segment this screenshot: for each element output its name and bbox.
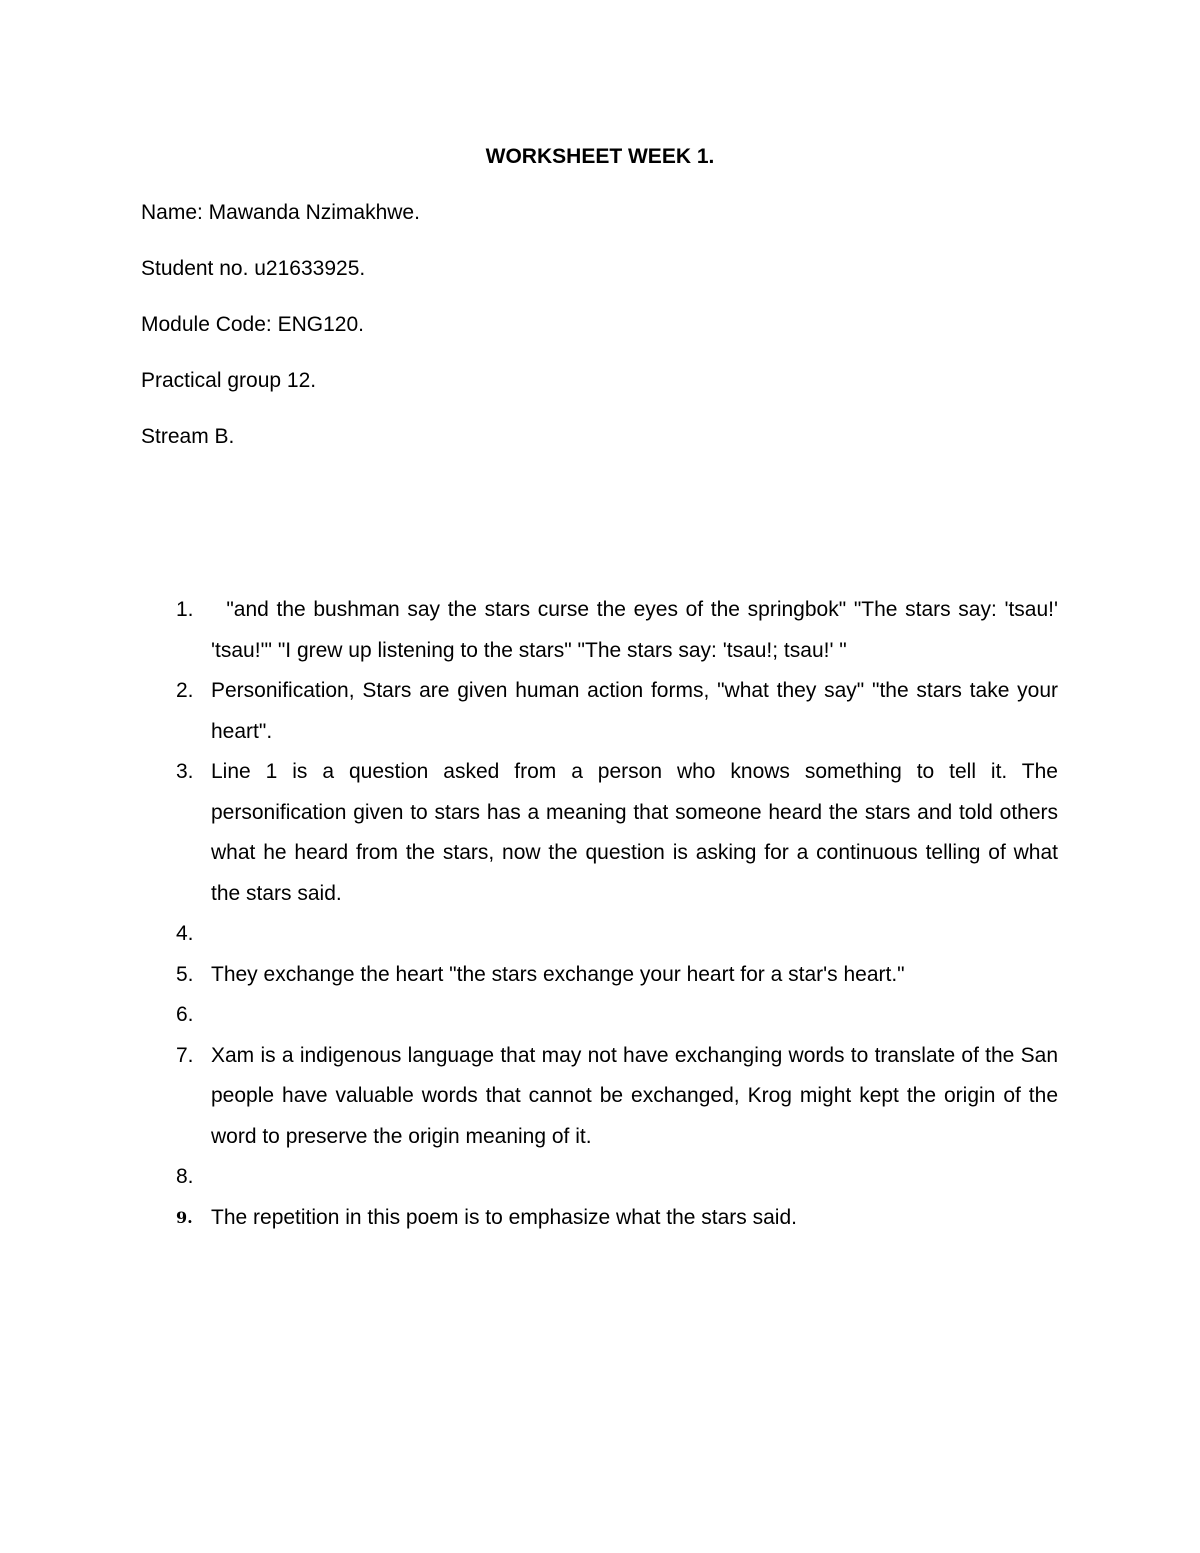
answer-text: Personification, Stars are given human action forms, "what they say" "the stars take your heart".	[211, 679, 1058, 743]
stream: Stream B.	[141, 425, 235, 448]
answers-list	[176, 590, 1064, 1238]
answer-item-4	[176, 914, 1058, 955]
module-code: Module Code: ENG120.	[141, 313, 364, 336]
practical-group: Practical group 12.	[141, 369, 317, 392]
answer-number: 7.	[176, 1043, 194, 1067]
answer-number: 5.	[176, 962, 194, 986]
worksheet-title: WORKSHEET WEEK 1.	[485, 145, 715, 168]
answer-number: 6.	[176, 1003, 194, 1026]
answer-number: 4.	[176, 922, 194, 945]
answer-item-5	[176, 955, 1058, 996]
answer-text	[211, 1157, 1058, 1198]
answer-text: They exchange the heart "the stars exchange your heart for a star's heart."	[211, 962, 905, 986]
answer-item-3	[176, 752, 1058, 914]
answer-text: "and the bushman say the stars curse the eyes of the springbok" "The stars say: 'tsau!' 'tsau!'" "I grew up listening to the stars" "The stars say: 'tsau!; tsau!' "	[211, 598, 1064, 662]
answer-item-8	[176, 1157, 1058, 1198]
answer-item-9	[176, 1198, 1058, 1239]
answer-number: 1.	[176, 598, 194, 621]
answer-number: 2.	[176, 679, 194, 702]
answer-number: 3.	[176, 760, 194, 783]
answer-text: The repetition in this poem is to emphasize what the stars said.	[211, 1205, 797, 1229]
answer-text	[211, 914, 1058, 955]
answer-item-7	[176, 1036, 1058, 1158]
answer-item-6	[176, 995, 1058, 1036]
answer-text	[211, 995, 1058, 1036]
answer-item-2	[176, 671, 1058, 752]
answer-number: 9.	[176, 1207, 193, 1227]
student-name: Name: Mawanda Nzimakhwe.	[141, 201, 420, 224]
answer-text: Xam is a indigenous language that may not have exchanging words to translate of the San people have valuable words that cannot be exchanged, Krog might kept the origin of the word to preserve the origin meaning of it.	[211, 1043, 1058, 1148]
answer-number: 8.	[176, 1165, 194, 1188]
answer-item-1	[176, 590, 1064, 671]
student-number: Student no. u21633925.	[141, 257, 366, 280]
answer-text: Line 1 is a question asked from a person who knows something to tell it. The personification given to stars has a meaning that someone heard the stars and told others what he heard from the stars, now the question is asking for a continuous telling of what the stars said.	[211, 760, 1058, 905]
